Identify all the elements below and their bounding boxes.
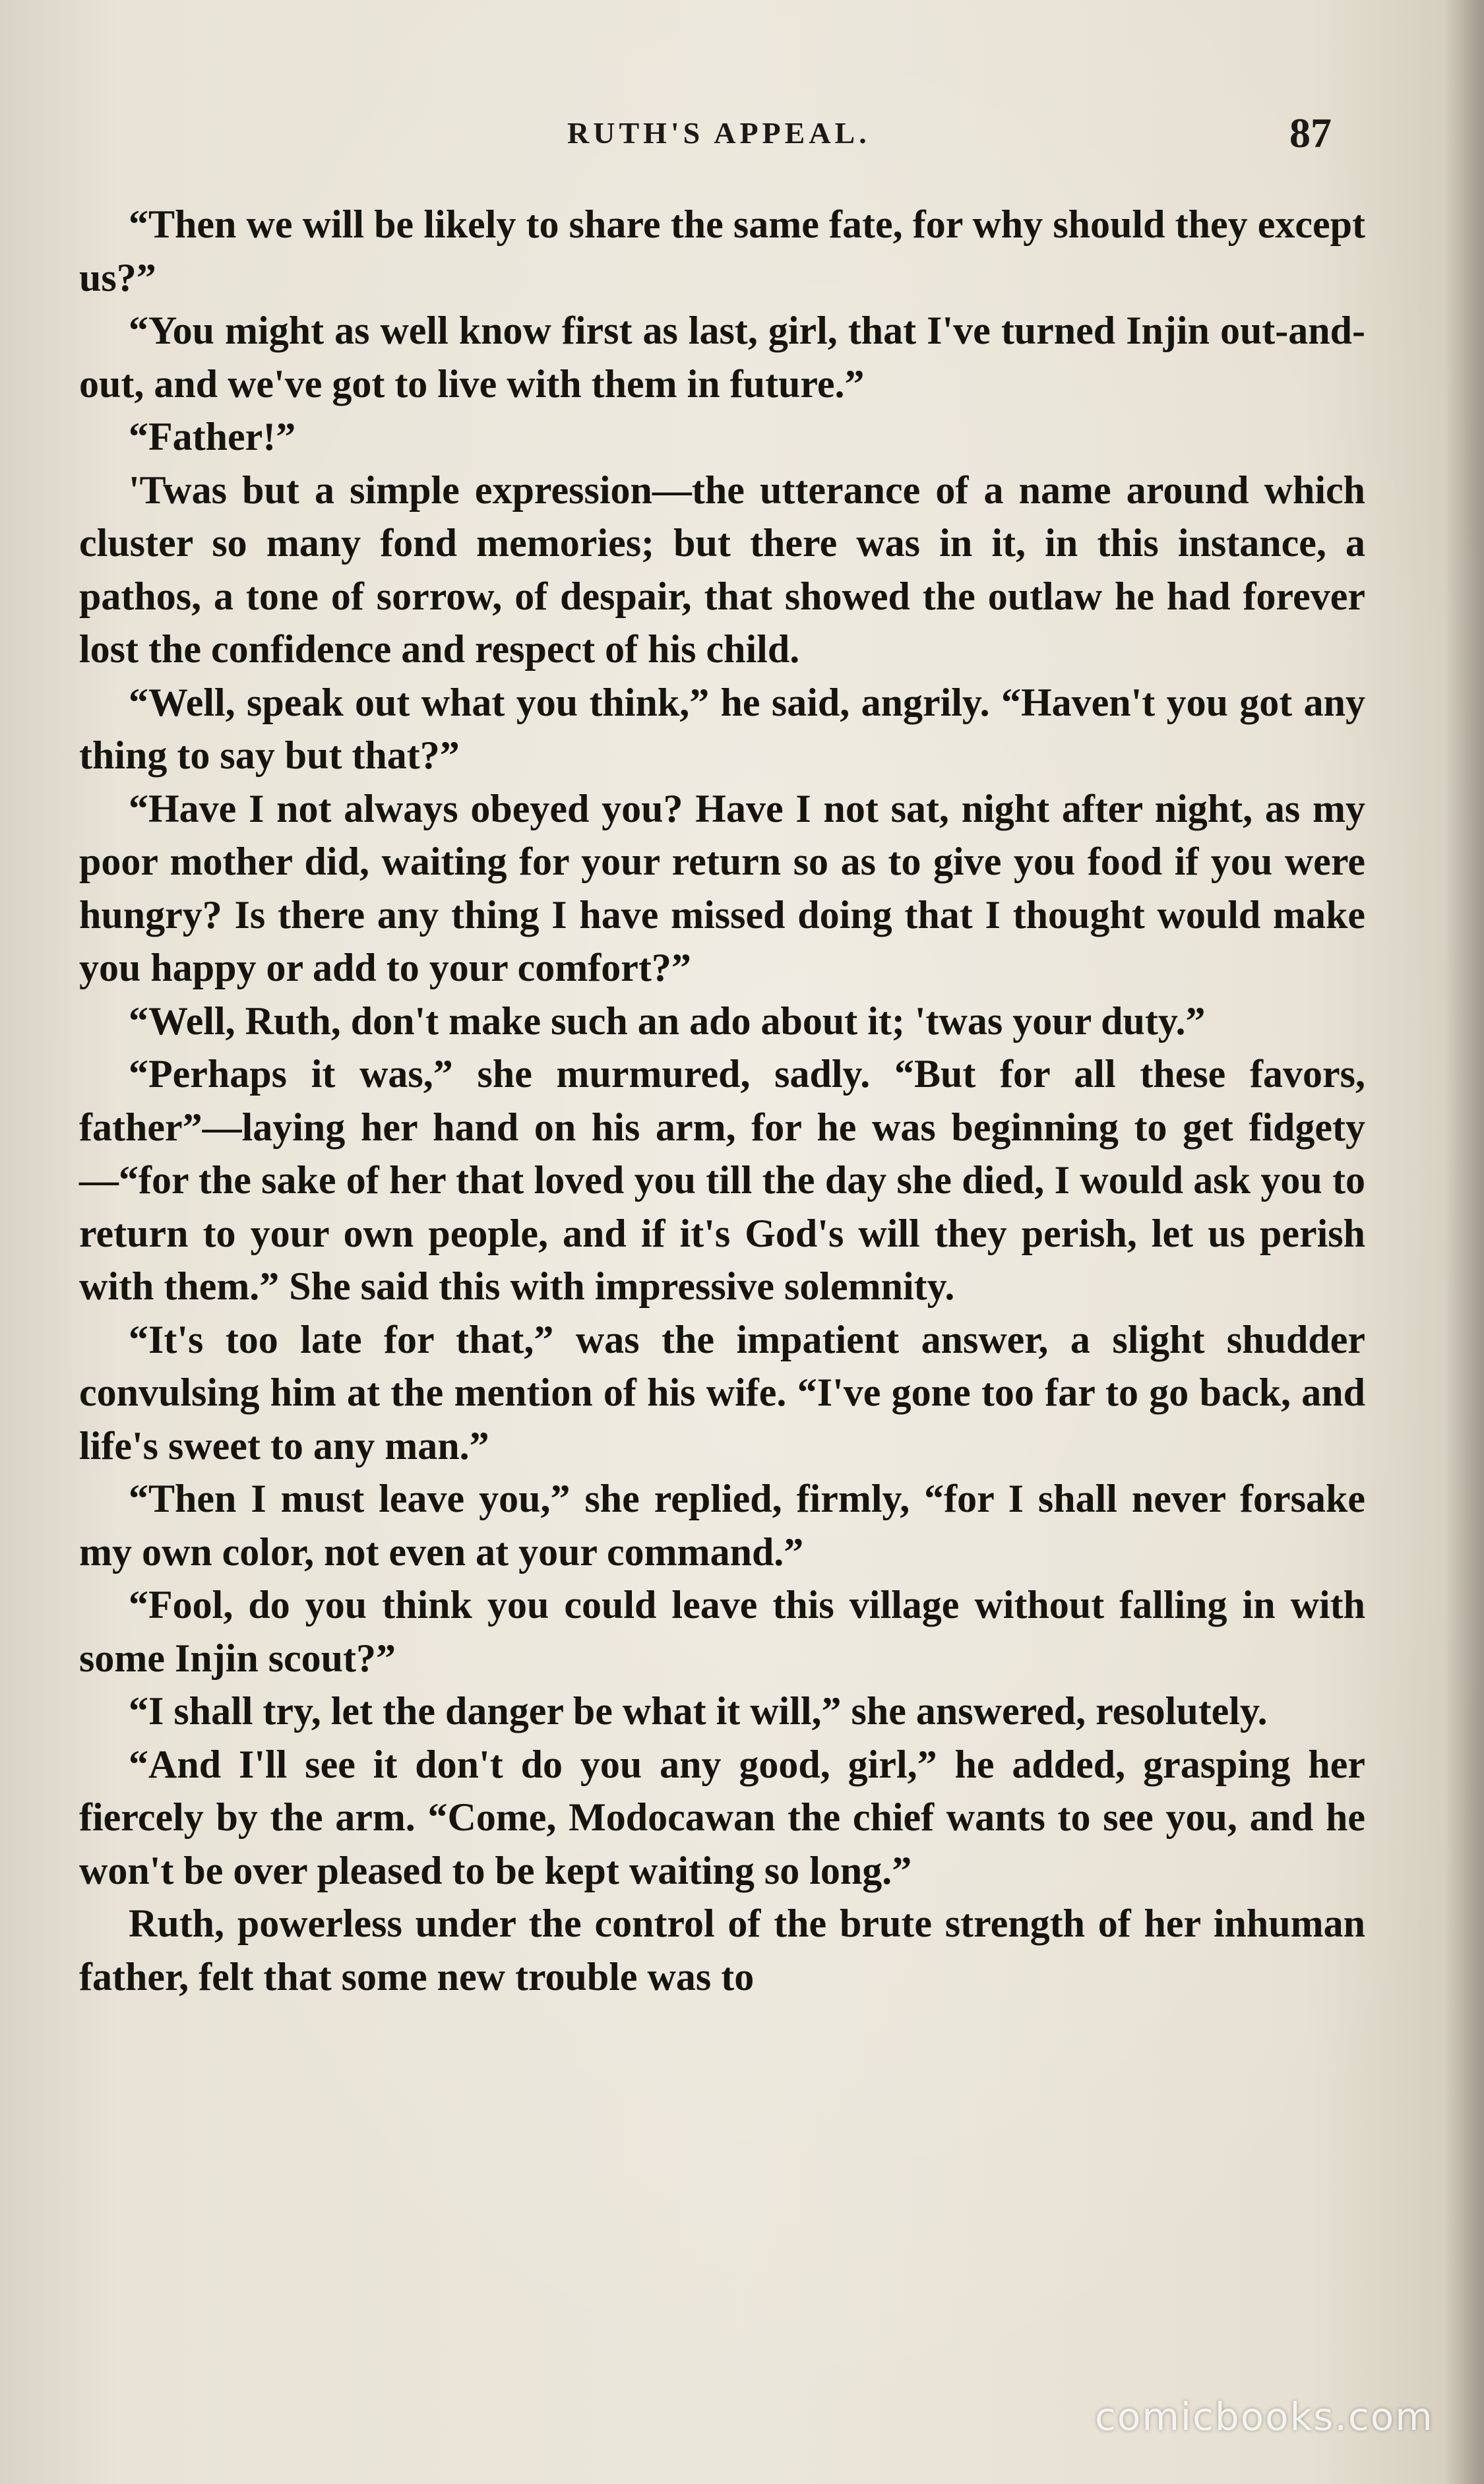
- body-text: [79, 198, 1365, 2003]
- paragraph: “I shall try, let the danger be what it will,” she answered, resolutely.: [129, 1689, 1268, 1733]
- paragraph: “You might as well know first as last, girl, that I've turned Injin out-and-out, and we've got to live with them in future.”: [79, 309, 1365, 406]
- running-head: RUTH'S APPEAL.: [567, 116, 871, 150]
- page-number: 87: [1289, 109, 1332, 156]
- paragraph: Ruth, powerless under the control of the brute strength of her inhuman father, felt that some new trouble was to: [79, 1902, 1365, 1999]
- paragraph: “Then we will be likely to share the same fate, for why should they except us?”: [79, 202, 1365, 299]
- paragraph: “Father!”: [129, 415, 296, 458]
- watermark: comicbooks.com: [1095, 2394, 1434, 2439]
- paragraph: “It's too late for that,” was the impatient answer, a slight shudder convulsing him at the mention of his wife. “I've gone too far to go back, and life's sweet to any man.”: [79, 1317, 1365, 1468]
- paragraph: “And I'll see it don't do you any good, girl,” he added, grasping her fiercely by the arm. “Come, Modocawan the chief wants to see you, and he won't be over pleased to be kept waiting so long.”: [79, 1742, 1365, 1892]
- paragraph: “Perhaps it was,” she murmured, sadly. “But for all these favors, father”—laying her hand on his arm, for he was beginning to get fidgety—“for the sake of her that loved you till the day she died, I would ask you to return to your own people, and if it's God's will they perish, let us perish with them.” She said this with impressive solemnity.: [79, 1052, 1365, 1308]
- paragraph: “Fool, do you think you could leave this village without falling in with some Injin scout?”: [79, 1583, 1365, 1680]
- paragraph: “Have I not always obeyed you? Have I not sat, night after night, as my poor mother did, waiting for your return so as to give you food if you were hungry? Is there any thing I have missed doing that I thought would make you happy or add to your comfort?”: [79, 786, 1365, 989]
- paragraph: 'Twas but a simple expression—the utterance of a name around which cluster so many fond memories; but there was in it, in this instance, a pathos, a tone of sorrow, of despair, that showed the outlaw he had forever lost the confidence and respect of his child.: [79, 468, 1365, 671]
- page-header: [0, 109, 1484, 162]
- paragraph: “Then I must leave you,” she replied, firmly, “for I shall never forsake my own color, not even at your command.”: [79, 1477, 1365, 1574]
- paragraph: “Well, Ruth, don't make such an ado about it; 'twas your duty.”: [129, 999, 1206, 1043]
- paragraph: “Well, speak out what you think,” he said, angrily. “Haven't you got any thing to say but that?”: [79, 680, 1365, 777]
